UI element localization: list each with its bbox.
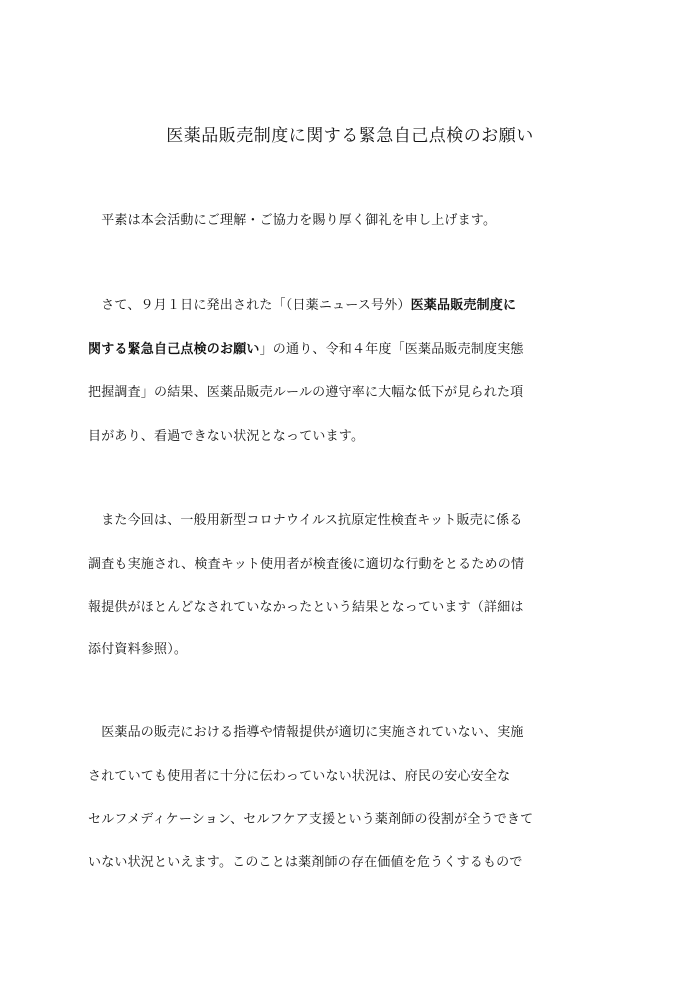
para2-line4: 添付資料参照）。 bbox=[88, 642, 188, 657]
para3-line3: セルフメディケーション、セルフケア支援という薬剤師の役割が全うできて bbox=[88, 812, 534, 827]
para3-line2: されていても使用者に十分に伝わっていない状況は、府民の安心安全な bbox=[88, 769, 511, 784]
para1-line2-text: 」の通り、令和４年度「医薬品販売制度実態 bbox=[259, 342, 524, 357]
document-title: 医薬品販売制度に関する緊急自己点検のお願い bbox=[166, 126, 534, 146]
para1-line2 bbox=[88, 341, 524, 359]
greeting-line: 平素は本会活動にご理解・ご協力を賜り厚く御礼を申し上げます。 bbox=[88, 213, 497, 228]
para1-line4: 目があり、看過できない状況となっています。 bbox=[88, 429, 365, 444]
para1-line3: 把握調査」の結果、医薬品販売ルールの遵守率に大幅な低下が見られた項 bbox=[88, 385, 524, 400]
para2-line2: 調査も実施され、検査キット使用者が検査後に適切な行動をとるための情 bbox=[88, 557, 525, 572]
para3-line4: いない状況といえます。このことは薬剤師の存在価値を危うくするもので bbox=[88, 855, 523, 870]
para3-line1: 医薬品の販売における指導や情報提供が適切に実施されていない、実施 bbox=[88, 725, 524, 740]
para1-line1-text: さて、９月１日に発出された「（日薬ニュース号外） bbox=[88, 298, 411, 313]
para1-line2-bold: 関する緊急自己点検のお願い bbox=[88, 342, 260, 357]
para1-line1 bbox=[88, 297, 516, 315]
para2-line1: また今回は、一般用新型コロナウイルス抗原定性検査キット販売に係る bbox=[88, 513, 523, 528]
para1-line1-bold: 医薬品販売制度に bbox=[410, 298, 517, 313]
para2-line3: 報提供がほとんどなされていなかったという結果となっています（詳細は bbox=[88, 600, 524, 615]
